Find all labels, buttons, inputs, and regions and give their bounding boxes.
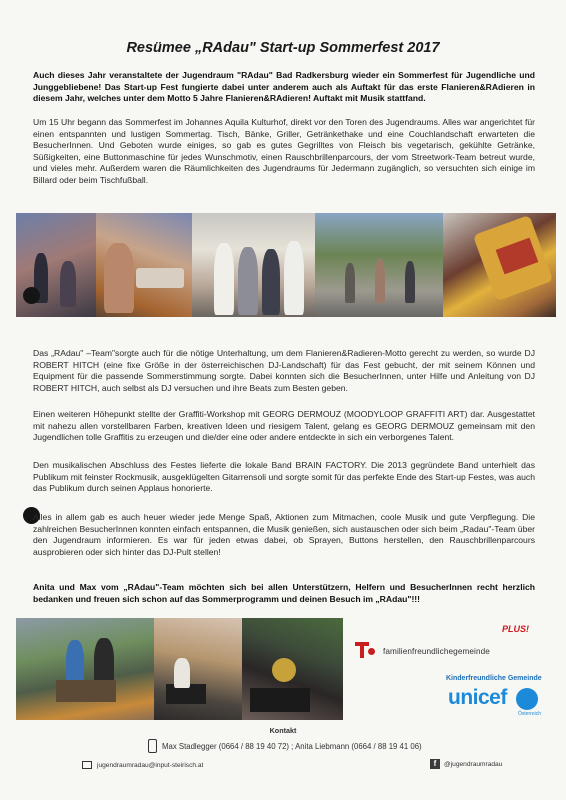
photo-group-of-people (192, 213, 315, 317)
contact-email (82, 761, 203, 769)
paragraph-band: Den musikalischen Abschluss des Festes lieferte die lokale Band BRAIN FACTORY. Die 2013 gegründete Band unterhielt das Publikum mit feinster Rockmusik, ausgeklügelten Gitarrensoli und sorgte somit für das perfekte Ende des Start-up Festes, was auch das Publikum durch seinen Applaus honorierte. (33, 460, 536, 494)
closing-paragraph: Anita und Max vom „RAdau"-Team möchten sich bei allen Unterstützern, Helfern und BesucherInnen recht herzlich bedanken und freuen sich schon auf das Sommerprogramm und deinen Besuch im „RAdau"!!! (33, 582, 535, 604)
facebook-handle[interactable]: @jugendraumradau (444, 760, 503, 768)
punch-hole (23, 287, 40, 304)
photo-strip-bottom (16, 618, 343, 720)
photo-grill-station (16, 618, 154, 720)
contact-facebook (430, 759, 502, 769)
intro-paragraph: Auch dieses Jahr veranstaltete der Jugendraum "RAdau" Bad Radkersburg wieder ein Sommerfest für Jugendliche und Junggebliebene! Das Start-up Fest fungierte dabei unter anderem auch als Auftakt für das erste Flanieren&RAdieren in diesem Jahr, welches unter dem Motto 5 Jahre Flanieren&RAdieren! Auftakt mit Musik stattfand. (33, 70, 535, 104)
photo-dj-booth (154, 618, 242, 720)
unicef-country-label: Österreich (518, 711, 542, 717)
contact-heading: Kontakt (269, 726, 297, 735)
phone-icon (148, 739, 157, 753)
photo-strip-top (16, 213, 556, 317)
paragraph-dj: Das „RAdau" –Team"sorgte auch für die nötige Unterhaltung, um dem Flanieren&Radieren-Motto gerecht zu werden, so wurde DJ ROBERT HITCH (eine fixe Größe in der österreichischen DJ-Landschaft) für das Fest gebucht, der mit seinem Können und Equipment für die passende Sommerstimmung sorgte. Dabei konnten sich die BesucherInnen, unter Hilfe und Anleitung von DJ ROBERT HITCH, auch selbst als DJ versuchen und ihre Beats zum Besten geben. (33, 348, 535, 393)
kinderfreundliche-gemeinde-label: Kinderfreundliche Gemeinde (446, 675, 542, 682)
photo-courtyard-crowd (315, 213, 443, 317)
photo-button-making (96, 213, 192, 317)
photo-graffiti-artwork (443, 213, 556, 317)
unicef-logo: unicef (448, 686, 507, 709)
facebook-icon: f (430, 759, 440, 769)
mail-icon (82, 761, 92, 769)
paragraph-summary: Alles in allem gab es auch heuer wieder jede Menge Spaß, Aktionen zum Mitmachen, coole Musik und gute Verpflegung. Die zahlreichen BesucherInnen konnten einfach entspannen, die Musik genießen, sich austauschen oder sich beim „Radau"-Team über den Jugendraum informieren. Es war für jeden etwas dabei, ob Sprayen, Buttons herstellen, den Rauschbrillenparcours ausprobieren oder sich hinter das DJ-Pult stellen! (33, 512, 535, 557)
plus-badge: PLUS! (502, 624, 529, 634)
paragraph-opening: Um 15 Uhr begann das Sommerfest im Johannes Aquila Kulturhof, direkt vor den Toren des Jugendraums. Alles war angerichtet für einen entspannten und lustigen Sommertag. Tisch, Bänke, Griller, Getränkethake und eine Couchlandschaft erwarteten die BesucherInnen. Und Geboten wurde einiges, so gab es gutes Gegrilltes von Fleisch bis vegetarisch, gekühlte Getränke, Süßigkeiten, eine Buttonmaschine für jedes Wunschmotiv, einen Rauschbrillenparcours, der vom Streetwork-Team betreut wurde, und vieles mehr. Außerdem waren die Räumlichkeiten des Jugendraums für Jedermann zugänglich, so versuchten sich einige im Billard oder beim Tischfußball. (33, 117, 535, 185)
document-title: Resümee „RAdau" Start-up Sommerfest 2017 (126, 40, 440, 56)
paragraph-graffiti: Einen weiteren Höhepunkt stellte der Graffiti-Workshop mit GEORG DERMOUZ (MOODYLOOP GRAFFITI ART) dar. Ausgestattet mit nahezu allen vorstellbaren Farben, kreativen Ideen und riesigem Talent, gelang es GEORG DERMOUZ gemeinsam mit den Jugendlichen tolle Graffitis zu erzeugen und die/der eine oder andere entdeckte in sich ein verborgenes Talent. (33, 409, 535, 443)
familienfreundlich-label: familienfreundlichegemeinde (383, 646, 490, 656)
sponsor-logos (350, 618, 550, 720)
family-icon (355, 642, 377, 660)
contact-phones (148, 739, 422, 753)
email-address[interactable]: jugendraumradau@input-steirisch.at (97, 761, 204, 769)
photo-music-stage (242, 618, 343, 720)
unicef-globe-icon (516, 688, 538, 710)
phone-numbers: Max Stadlegger (0664 / 88 19 40 72) ; Anita Liebmann (0664 / 88 19 41 06) (162, 741, 422, 751)
familienfreundliche-gemeinde-logo (355, 642, 490, 660)
